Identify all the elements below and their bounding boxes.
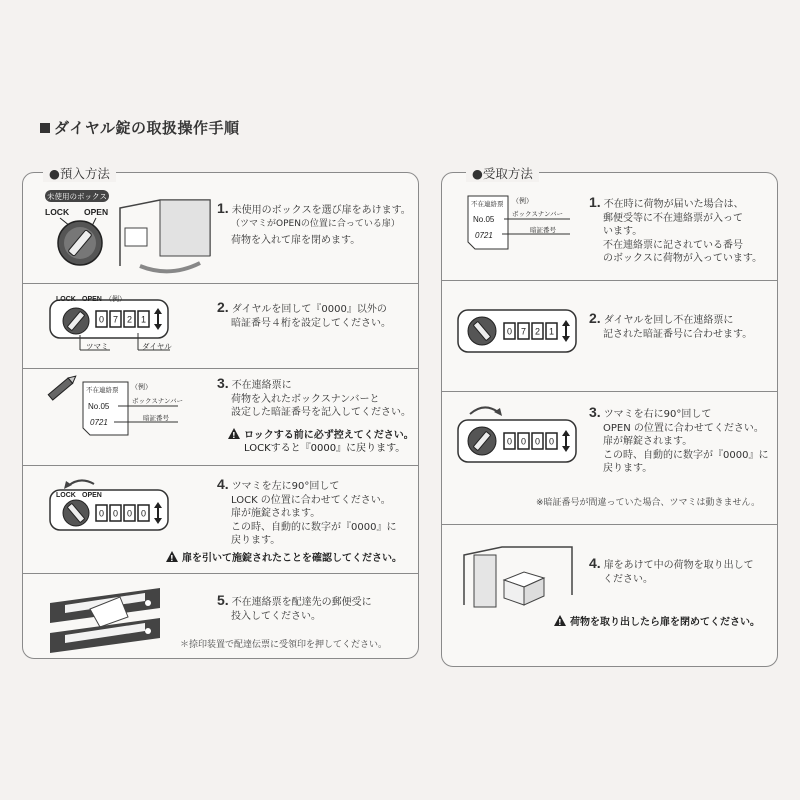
mailbox-lock-icon bbox=[145, 628, 151, 634]
step-number: 2. bbox=[589, 310, 601, 326]
dial-digit: 0 bbox=[98, 314, 105, 325]
mailbox-lock-icon bbox=[145, 600, 151, 606]
step-number: 4. bbox=[589, 555, 601, 571]
code-value: 0721 bbox=[475, 231, 493, 240]
step-text: 扉が施錠されます。 bbox=[231, 508, 321, 519]
dial-digit: 0 bbox=[112, 508, 119, 519]
dial-digit: 2 bbox=[126, 314, 133, 325]
dial-digit: 1 bbox=[140, 314, 147, 325]
step-text: 暗証番号４桁を設定してください。 bbox=[231, 317, 391, 329]
dial-digit: 0 bbox=[506, 326, 513, 337]
open-box-illustration bbox=[462, 545, 582, 610]
step-number: 2. bbox=[217, 299, 229, 315]
divider bbox=[442, 524, 777, 525]
knob-label: ツマミ bbox=[86, 342, 109, 351]
step-text: 戻ります。 bbox=[603, 463, 653, 474]
example-label: （例） bbox=[512, 198, 533, 205]
dial-digit: 0 bbox=[126, 508, 133, 519]
dial-digit: 0 bbox=[548, 436, 555, 447]
deposit-step-5 bbox=[217, 594, 372, 623]
dial-illustration bbox=[50, 295, 180, 355]
dial-digit: 0 bbox=[506, 436, 513, 447]
step-text: ダイヤルを回して『0000』以外の bbox=[231, 304, 387, 315]
pickup-step-3 bbox=[589, 406, 768, 476]
unused-box-illustration bbox=[40, 188, 215, 278]
step-text: この時、自動的に数字が『0000』に bbox=[603, 449, 769, 461]
pickup-heading: ●受取方法 bbox=[466, 164, 539, 182]
step-text: 荷物を入れて扉を閉めます。 bbox=[231, 235, 361, 246]
lock-label: LOCK bbox=[56, 492, 76, 499]
divider bbox=[23, 465, 418, 466]
warning-icon bbox=[166, 551, 178, 562]
step-text: （ツマミがOPENの位置に合っている扉） bbox=[231, 218, 400, 229]
step-text: 戻ります。 bbox=[231, 535, 281, 546]
pickup-note: ※暗証番号が間違っていた場合、ツマミは動きません。 bbox=[536, 498, 761, 508]
warning-icon bbox=[228, 428, 240, 439]
lock-label: LOCK bbox=[56, 296, 76, 303]
unused-box-badge-text: 未使用のボックス bbox=[47, 192, 107, 201]
code-value: 0721 bbox=[90, 418, 108, 427]
step-text: 不在連絡票に記されている番号 bbox=[603, 239, 743, 251]
warning-icon bbox=[554, 615, 566, 626]
parcel-icon bbox=[125, 228, 147, 246]
deposit-note: ＊捺印装置で配達伝票に受領印を押してください。 bbox=[180, 640, 388, 650]
deposit-step-2 bbox=[217, 301, 391, 330]
dial-digit: 0 bbox=[140, 508, 147, 519]
warning-text: ロックする前に必ず控えてください。 bbox=[244, 430, 414, 441]
step-number: 5. bbox=[217, 592, 229, 608]
step-text: 不在連絡票を配達先の郵便受に bbox=[231, 597, 372, 608]
divider bbox=[23, 368, 418, 369]
step-text: 荷物を入れたボックスナンバーと bbox=[231, 393, 380, 405]
code-label: 暗証番号 bbox=[143, 415, 169, 422]
step-text: のボックスに荷物が入っています。 bbox=[603, 253, 763, 264]
deposit-heading: ●預入方法 bbox=[43, 164, 116, 182]
lock-check-warning bbox=[166, 551, 402, 565]
dial-digit: 7 bbox=[112, 314, 119, 325]
dial-illustration bbox=[458, 308, 583, 358]
step-text: ツマミを左に90°回して bbox=[231, 481, 340, 492]
pickup-step-4 bbox=[589, 557, 754, 586]
step-text: ダイヤルを回し不在連絡票に bbox=[603, 315, 734, 326]
step-text: ください。 bbox=[603, 573, 653, 585]
warning-text: 扉を引いて施錠されたことを確認してください。 bbox=[182, 553, 402, 564]
step-text: ツマミを右に90°回して bbox=[603, 409, 712, 420]
open-label: OPEN bbox=[82, 296, 102, 303]
dial-digit: 0 bbox=[98, 508, 105, 519]
divider bbox=[23, 573, 418, 574]
card-title: 不在連絡票 bbox=[86, 387, 119, 394]
mailbox-illustration bbox=[50, 583, 180, 653]
dial-label: ダイヤル bbox=[142, 342, 172, 351]
step-number: 3. bbox=[589, 404, 601, 420]
example-label: （例） bbox=[105, 296, 126, 303]
step-text: この時、自動的に数字が『0000』に bbox=[231, 521, 397, 533]
divider bbox=[23, 283, 418, 284]
dial-lock-illustration bbox=[50, 476, 180, 536]
box-number-value: No.05 bbox=[473, 215, 495, 224]
deposit-step-3 bbox=[217, 377, 411, 420]
lock-warning bbox=[228, 428, 414, 455]
absence-card-illustration bbox=[468, 194, 578, 254]
dial-unlock-illustration bbox=[458, 402, 583, 467]
step-text: 設定した暗証番号を記入してください。 bbox=[231, 407, 411, 418]
open-label: OPEN bbox=[82, 492, 102, 499]
step-text: 不在連絡票に bbox=[231, 380, 292, 391]
page-title bbox=[40, 117, 240, 138]
dial-digit: 0 bbox=[520, 436, 527, 447]
arrow-head-icon bbox=[64, 481, 72, 489]
step-number: 4. bbox=[217, 476, 229, 492]
pickup-step-2 bbox=[589, 312, 752, 341]
box-door-shape bbox=[160, 200, 210, 256]
dial-digit: 2 bbox=[534, 326, 541, 337]
page-title-text: ダイヤル錠の取扱操作手順 bbox=[54, 119, 240, 137]
close-door-warning bbox=[554, 615, 760, 629]
deposit-step-1 bbox=[217, 202, 411, 248]
step-text: 不在時に荷物が届いた場合は、 bbox=[603, 199, 744, 210]
code-label: 暗証番号 bbox=[530, 227, 556, 234]
lock-label: LOCK bbox=[45, 207, 70, 217]
absence-card-illustration bbox=[48, 380, 188, 440]
step-text: 扉が解錠されます。 bbox=[603, 436, 693, 447]
dial-digit: 7 bbox=[520, 326, 527, 337]
box-number-label: ボックスナンバー bbox=[512, 211, 564, 218]
dial-digit: 1 bbox=[548, 326, 555, 337]
step-number: 3. bbox=[217, 375, 229, 391]
step-number: 1. bbox=[589, 194, 601, 210]
warning-text: 荷物を取り出したら扉を閉めてください。 bbox=[570, 617, 760, 628]
close-arrow-icon bbox=[140, 263, 200, 271]
deposit-step-4 bbox=[217, 478, 396, 548]
step-text: 投入してください。 bbox=[231, 610, 321, 622]
divider bbox=[442, 391, 777, 392]
box-number-label: ボックスナンバー bbox=[132, 398, 184, 405]
box-door-shape bbox=[474, 555, 496, 607]
step-text: OPEN の位置に合わせてください。 bbox=[603, 422, 764, 434]
card-title: 不在連絡票 bbox=[471, 201, 504, 208]
step-number: 1. bbox=[217, 200, 229, 216]
pickup-step-1 bbox=[589, 196, 762, 266]
title-square-icon bbox=[40, 123, 50, 133]
step-text: LOCK の位置に合わせてください。 bbox=[231, 494, 391, 506]
rotate-right-arrow-icon bbox=[470, 407, 498, 414]
open-label: OPEN bbox=[84, 207, 109, 217]
step-text: います。 bbox=[603, 226, 643, 237]
step-text: 郵便受等に不在連絡票が入って bbox=[603, 212, 743, 224]
step-text: 未使用のボックスを選び扉をあけます。 bbox=[231, 205, 411, 216]
step-text: 記された暗証番号に合わせます。 bbox=[603, 328, 753, 340]
dial-digit: 0 bbox=[534, 436, 541, 447]
warning-subtext: LOCKすると『0000』に戻ります。 bbox=[244, 443, 406, 454]
example-label: （例） bbox=[131, 384, 152, 391]
rotate-left-arrow-icon bbox=[68, 480, 94, 486]
box-number-value: No.05 bbox=[88, 402, 110, 411]
divider bbox=[442, 280, 777, 281]
step-text: 扉をあけて中の荷物を取り出して bbox=[603, 560, 754, 571]
